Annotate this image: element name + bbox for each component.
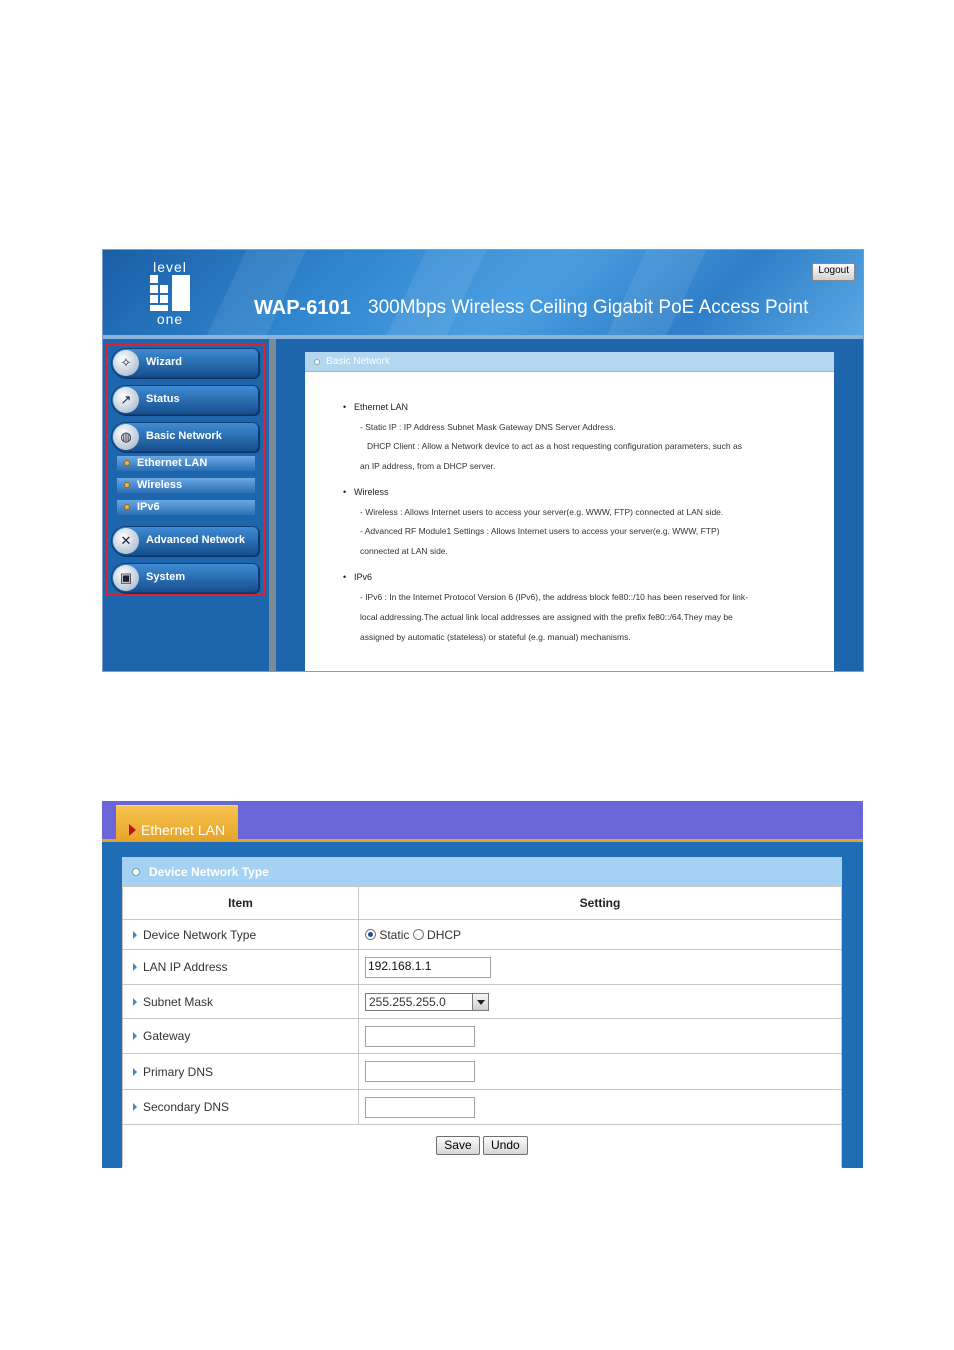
header-banner	[103, 250, 864, 335]
section-line: DHCP Client : Allow a Network device to act as a host requesting configuration parameters, such as	[367, 441, 742, 451]
row-label	[123, 985, 359, 1019]
save-button[interactable]: Save	[436, 1136, 479, 1155]
sidebar	[103, 339, 269, 672]
row-label	[123, 920, 359, 950]
globe-icon: ◍	[113, 424, 139, 450]
levelone-logo	[145, 260, 195, 328]
arrow-right-icon	[133, 1103, 137, 1111]
lan-ip-input[interactable]: 192.168.1.1	[365, 957, 491, 978]
row-value	[359, 950, 842, 985]
content-area	[276, 339, 864, 672]
column-header-item: Item	[123, 887, 359, 920]
tab-ethernet-lan[interactable]	[116, 805, 238, 840]
bullet-icon	[124, 482, 130, 488]
chart-icon: ↗	[113, 387, 139, 413]
row-label-text: Primary DNS	[143, 1064, 214, 1079]
radio-static[interactable]	[365, 929, 376, 940]
row-label	[123, 1019, 359, 1054]
table-row	[123, 1090, 842, 1125]
table-row	[123, 985, 842, 1019]
radio-dhcp-label: DHCP	[427, 927, 462, 942]
row-label	[123, 1090, 359, 1125]
tab-label: Ethernet LAN	[141, 822, 226, 838]
arrow-right-icon	[129, 824, 136, 836]
bullet-icon	[124, 504, 130, 510]
row-label-text: Device Network Type	[143, 927, 257, 942]
sidebar-item-label: Wizard	[146, 356, 182, 368]
row-label-text: Subnet Mask	[143, 994, 214, 1009]
sidebar-subitem-wireless[interactable]	[117, 478, 255, 493]
wand-icon: ✧	[113, 350, 139, 376]
row-label	[123, 1054, 359, 1090]
basic-network-panel: Basic Network • Ethernet LAN - Static IP : IP Address Subnet Mask Gateway DNS Server Address. DHCP Client : Allow a Network device to act as a host requesting configuration parameters, such as an IP address, from a DHCP server. • Wireless - Wireless : Allows Internet users to access your server(e.g. WWW, FTP) connected at LAN side. - Advanced RF Module1 Settings : Allows Internet users to access your server(e.g. WWW, FTP) connected at LAN side. • IPv6 - IPv6 : In the Internet Protocol Version 6 (IPv6), the address block fe80::/10 has been reserved for link- local addressing.The actual link local addresses are assigned with the prefix fe80::/64.They may be assigned by automatic (stateless) or stateful (e.g. manual) mechanisms.	[305, 352, 834, 672]
router-admin-screenshot	[102, 249, 864, 672]
row-value	[359, 985, 842, 1019]
sidebar-subitem-label: Wireless	[137, 479, 183, 491]
settings-table	[122, 886, 842, 1167]
arrow-right-icon	[133, 963, 137, 971]
section-heading: Ethernet LAN	[354, 402, 409, 412]
row-label-text: Gateway	[143, 1029, 191, 1043]
sidebar-subitem-label: IPv6	[137, 501, 160, 513]
logo-text-top: level	[153, 259, 187, 275]
section-line: - Static IP : IP Address Subnet Mask Gateway DNS Server Address.	[360, 422, 616, 432]
section-line: - Wireless : Allows Internet users to access your server(e.g. WWW, FTP) connected at LAN side.	[360, 507, 724, 517]
bullet-icon	[132, 868, 140, 876]
secondary-dns-input[interactable]	[365, 1097, 475, 1118]
row-value	[359, 920, 842, 950]
section-heading: Wireless	[354, 487, 389, 497]
chevron-down-icon	[472, 994, 488, 1010]
divider	[102, 839, 863, 842]
sidebar-item-status[interactable]	[111, 385, 259, 415]
column-header-setting: Setting	[359, 887, 842, 920]
radio-dhcp[interactable]	[413, 929, 424, 940]
tools-icon: ✕	[113, 528, 139, 554]
section-heading: IPv6	[354, 572, 373, 582]
sidebar-subitem-ipv6[interactable]	[117, 500, 255, 515]
bullet-icon	[124, 460, 130, 466]
arrow-right-icon	[133, 931, 137, 939]
computer-icon: ▣	[113, 565, 139, 591]
row-label	[123, 950, 359, 985]
section-line: - IPv6 : In the Internet Protocol Version 6 (IPv6), the address block fe80::/10 has been reserved for link-	[360, 592, 748, 602]
table-row	[123, 920, 842, 950]
table-row	[123, 1019, 842, 1054]
arrow-right-icon	[133, 998, 137, 1006]
logo-text-bottom: one	[156, 311, 184, 327]
sidebar-item-advanced-network[interactable]	[111, 526, 259, 556]
sidebar-subitem-label: Ethernet LAN	[137, 457, 208, 469]
section-line: local addressing.The actual link local addresses are assigned with the prefix fe80::/64.They may be	[360, 612, 733, 622]
row-label-text: Secondary DNS	[143, 1100, 230, 1114]
ethernet-lan-screenshot	[102, 801, 863, 1168]
section-line: - Advanced RF Module1 Settings : Allows Internet users to access your server(e.g. WWW, FTP)	[360, 526, 720, 536]
undo-button[interactable]: Undo	[483, 1136, 528, 1155]
row-value	[359, 1054, 842, 1090]
radio-static-label: Static	[379, 927, 410, 942]
row-value	[359, 1019, 842, 1054]
product-description: 300Mbps Wireless Ceiling Gigabit PoE Access Point	[368, 297, 809, 318]
arrow-right-icon	[133, 1068, 137, 1076]
sidebar-item-label: Status	[146, 393, 180, 405]
sidebar-subitem-ethernet-lan[interactable]	[117, 456, 255, 471]
button-cell	[123, 1125, 842, 1167]
sidebar-item-label: System	[146, 571, 186, 583]
subnet-mask-value: 255.255.255.0	[369, 994, 446, 1009]
section-line: connected at LAN side.	[360, 546, 448, 556]
sidebar-divider	[269, 339, 276, 672]
section-line: an IP address, from a DHCP server.	[360, 461, 496, 471]
button-row	[123, 1125, 842, 1167]
table-header-row	[123, 887, 842, 920]
subnet-mask-select[interactable]	[365, 993, 489, 1011]
logout-button[interactable]: Logout	[812, 263, 855, 281]
arrow-right-icon	[133, 1032, 137, 1040]
row-label-text: LAN IP Address	[143, 960, 228, 974]
table-row	[123, 1054, 842, 1090]
panel-title: Device Network Type	[149, 865, 269, 879]
gateway-input[interactable]	[365, 1026, 475, 1047]
row-value	[359, 1090, 842, 1125]
device-network-type-panel	[122, 857, 842, 1168]
bullet-icon	[314, 359, 320, 365]
sidebar-item-wizard[interactable]	[111, 348, 259, 378]
product-model: WAP-6101	[254, 297, 351, 319]
sidebar-item-label: Advanced Network	[146, 534, 246, 546]
table-row	[123, 950, 842, 985]
sidebar-item-label: Basic Network	[146, 430, 222, 442]
sidebar-item-system[interactable]	[111, 563, 259, 593]
sidebar-item-basic-network[interactable]	[111, 422, 259, 452]
panel-header	[122, 857, 842, 886]
primary-dns-input[interactable]	[365, 1061, 475, 1082]
section-line: assigned by automatic (stateless) or stateful (e.g. manual) mechanisms.	[360, 632, 631, 642]
panel-title: Basic Network	[326, 356, 390, 367]
panel-header	[305, 352, 834, 372]
